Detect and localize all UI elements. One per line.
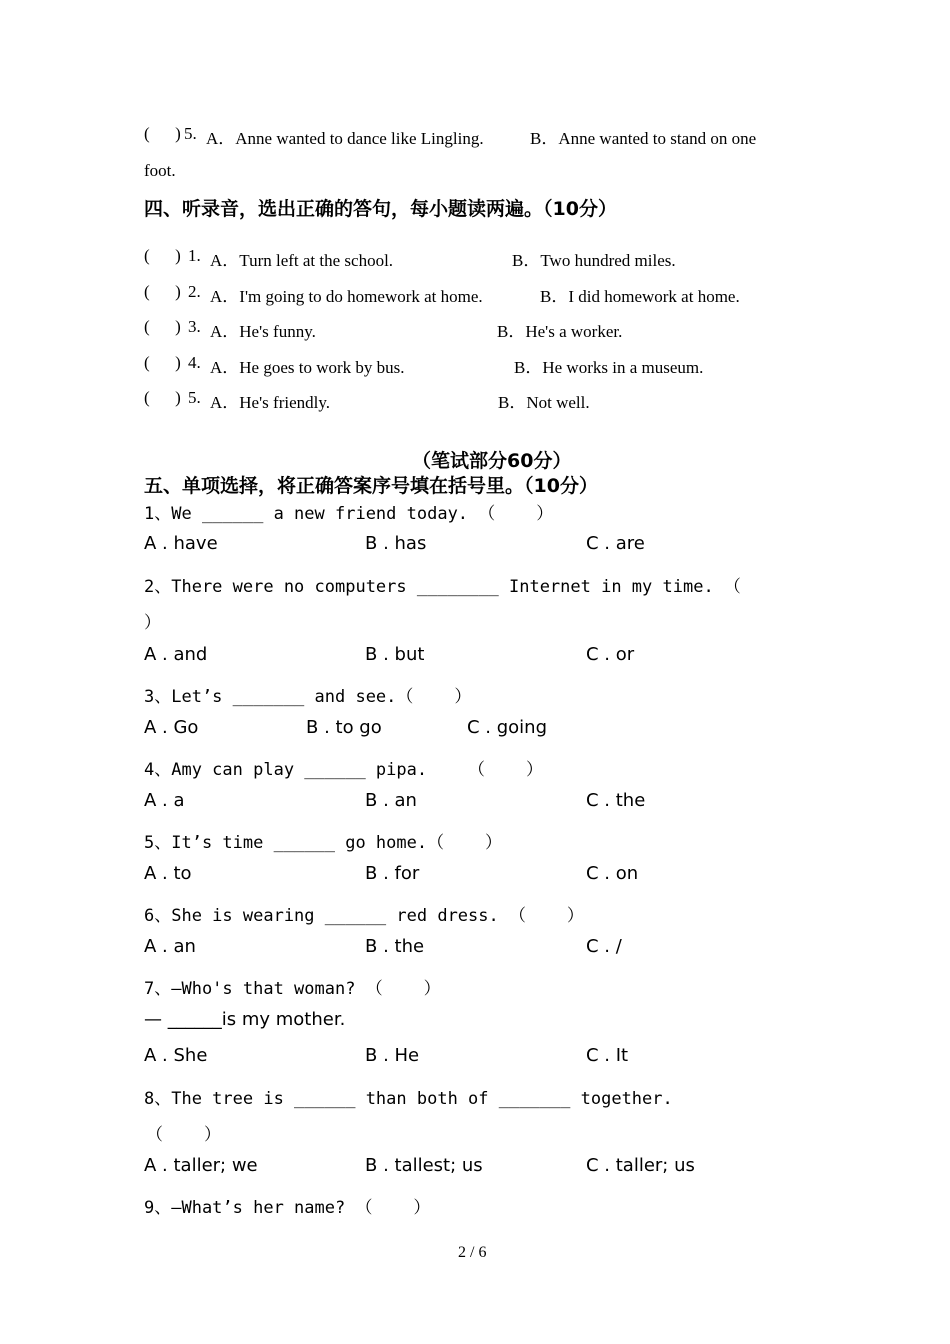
s5-q5-stem: 5、It’s time ______ go home.（ ）	[144, 833, 503, 853]
s4-q5-paren: ( )	[144, 388, 181, 407]
section5-title: 五、单项选择，将正确答案序号填在括号里。（10分）	[144, 475, 598, 497]
s5-q4-option-a: A . a	[144, 790, 185, 811]
prev-q5-paren: ( )	[144, 124, 181, 143]
prev-q5-continuation: foot.	[144, 161, 176, 180]
s5-q3-option-c: C . going	[467, 717, 548, 738]
s5-q4-stem: 4、Amy can play ______ pipa. （ ）	[144, 760, 543, 780]
s5-q1-stem: 1、We ______ a new friend today. （ ）	[144, 504, 554, 524]
s5-q3-option-b: B . to go	[306, 717, 382, 738]
s4-q2-paren: ( )	[144, 282, 181, 301]
s5-q1-option-b: B . has	[365, 533, 427, 554]
s4-q2-number: 2.	[188, 282, 201, 301]
s5-q8-continuation: （ ）	[146, 1125, 221, 1145]
s5-q6-option-a: A . an	[144, 936, 196, 957]
prev-q5-number: 5.	[184, 124, 197, 143]
s4-q4-paren: ( )	[144, 353, 181, 372]
s5-q5-option-a: A . to	[144, 863, 192, 884]
s5-q3-option-a: A . Go	[144, 717, 199, 738]
s5-q7-option-c: C . It	[586, 1045, 629, 1066]
s5-q2-stem: 2、There were no computers ________ Internet in my time. （	[144, 577, 741, 597]
s4-q3-option-b: B．He's a worker.	[497, 322, 623, 341]
s5-q5-option-b: B . for	[365, 863, 420, 884]
s5-q2-option-b: B . but	[365, 644, 425, 665]
s5-q9-stem: 9、—What’s her name? （ ）	[144, 1198, 431, 1218]
s5-q8-stem: 8、The tree is ______ than both of _______ together.	[144, 1089, 673, 1109]
s4-q3-number: 3.	[188, 317, 201, 336]
s5-q7-stem: 7、—Who's that woman? （ ）	[144, 979, 441, 999]
s4-q5-option-b: B．Not well.	[498, 393, 590, 412]
s5-q2-option-a: A . and	[144, 644, 208, 665]
s5-q1-option-c: C . are	[586, 533, 645, 554]
s4-q1-paren: ( )	[144, 246, 181, 265]
s4-q3-paren: ( )	[144, 317, 181, 336]
s4-q5-number: 5.	[188, 388, 201, 407]
s5-q7-reply: — ______is my mother.	[144, 1009, 346, 1030]
s4-q5-option-a: A．He's friendly.	[210, 393, 330, 412]
s5-q4-option-c: C . the	[586, 790, 646, 811]
s5-q3-stem: 3、Let’s _______ and see.（ ）	[144, 687, 472, 707]
page-number: 2 / 6	[458, 1244, 487, 1261]
s5-q8-option-b: B . tallest; us	[365, 1155, 483, 1176]
s5-q6-option-b: B . the	[365, 936, 425, 957]
s5-q1-option-a: A . have	[144, 533, 218, 554]
s5-q2-option-c: C . or	[586, 644, 635, 665]
s4-q4-number: 4.	[188, 353, 201, 372]
s4-q4-option-a: A．He goes to work by bus.	[210, 358, 405, 377]
s5-q7-option-a: A . She	[144, 1045, 208, 1066]
s5-q6-option-c: C . /	[586, 936, 622, 957]
s4-q1-option-b: B．Two hundred miles.	[512, 251, 676, 270]
s5-q8-option-c: C . taller; us	[586, 1155, 695, 1176]
s4-q1-option-a: A．Turn left at the school.	[210, 251, 394, 270]
s4-q2-option-a: A．I'm going to do homework at home.	[210, 287, 483, 306]
s5-q8-option-a: A . taller; we	[144, 1155, 258, 1176]
s5-q6-stem: 6、She is wearing ______ red dress. （ ）	[144, 906, 584, 926]
s4-q3-option-a: A．He's funny.	[210, 322, 316, 341]
s5-q5-option-c: C . on	[586, 863, 639, 884]
prev-q5-option-a: A．Anne wanted to dance like Lingling.	[206, 129, 484, 148]
s5-q7-option-b: B . He	[365, 1045, 420, 1066]
s4-q1-number: 1.	[188, 246, 201, 265]
prev-q5-option-b: B．Anne wanted to stand on one	[530, 129, 757, 148]
section4-title: 四、听录音，选出正确的答句，每小题读两遍。（10分）	[144, 198, 617, 220]
s4-q4-option-b: B．He works in a museum.	[514, 358, 704, 377]
written-part-heading: （笔试部分60分）	[412, 450, 572, 472]
s5-q4-option-b: B . an	[365, 790, 417, 811]
s4-q2-option-b: B．I did homework at home.	[540, 287, 740, 306]
s5-q2-continuation: ）	[144, 613, 161, 633]
